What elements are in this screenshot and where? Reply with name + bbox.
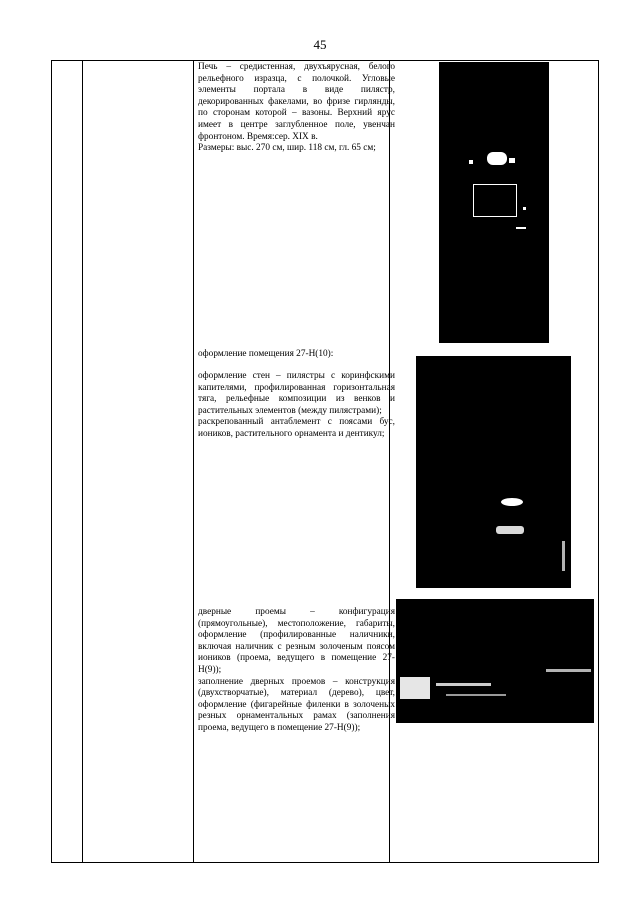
- photo-panel-frame: [473, 184, 517, 217]
- entry-stove-text: [198, 62, 395, 155]
- column-divider: [389, 61, 390, 862]
- photo-highlight: [487, 152, 507, 165]
- entry-paragraph: Печь – средистенная, двухъярусная, белого рельефного изразца, с полочкой. Угловые элементы портала в виде пилястр, декорированных факелами, во фризе гирлянды, по сторонам которой – вазоны. Верхний ярус имеет в центре заглубленное поле, увенчан фронтоном. Время:сер. XIX в.: [198, 62, 395, 142]
- wall-decoration-photo: [416, 356, 571, 588]
- photo-highlight: [400, 677, 430, 699]
- photo-highlight: [562, 541, 565, 571]
- photo-highlight: [436, 683, 491, 686]
- entry-room-text: [198, 371, 395, 441]
- page-number: 45: [313, 37, 327, 52]
- photo-highlight: [496, 526, 524, 534]
- entry-paragraph: дверные проемы – конфигурация (прямоугольные), местоположение, габариты, оформление (профилированные наличники, включая наличник с резным золоченым поясом иоников (проема, ведущего в помещение 27-Н(9));: [198, 607, 395, 675]
- photo-highlight: [446, 694, 506, 696]
- doorway-photo: [396, 599, 594, 723]
- photo-highlight: [546, 669, 591, 672]
- entry-paragraph: заполнение дверных проемов – конструкция (двухстворчатые), материал (дерево), цвет, оформление (фигарейные филенки в золоченых резных орнаментальных рамах (заполнения проема, ведущего в помещение 27-Н(9));: [198, 676, 395, 733]
- entry-paragraph: Размеры: выс. 270 см, шир. 118 см, гл. 65 см;: [198, 143, 376, 154]
- stove-photo: [439, 62, 549, 343]
- photo-highlight: [509, 158, 515, 163]
- column-divider: [193, 61, 194, 862]
- photo-highlight: [501, 498, 523, 506]
- entry-paragraph: оформление стен – пилястры с коринфскими капителями, профилированная горизонтальная тяга, рельефные композиции из венков и растительных элементов (между пилястрами);: [198, 371, 395, 416]
- column-divider: [82, 61, 83, 862]
- photo-highlight: [516, 227, 526, 229]
- entry-room-heading: оформление помещения 27-Н(10):: [198, 349, 334, 359]
- entry-doorway-text: [198, 607, 395, 735]
- inventory-table: [51, 60, 599, 863]
- photo-highlight: [523, 207, 526, 210]
- photo-highlight: [469, 160, 473, 164]
- entry-paragraph: раскрепованный антаблемент с поясами бус, иоников, растительного орнамента и дентикул;: [198, 417, 395, 439]
